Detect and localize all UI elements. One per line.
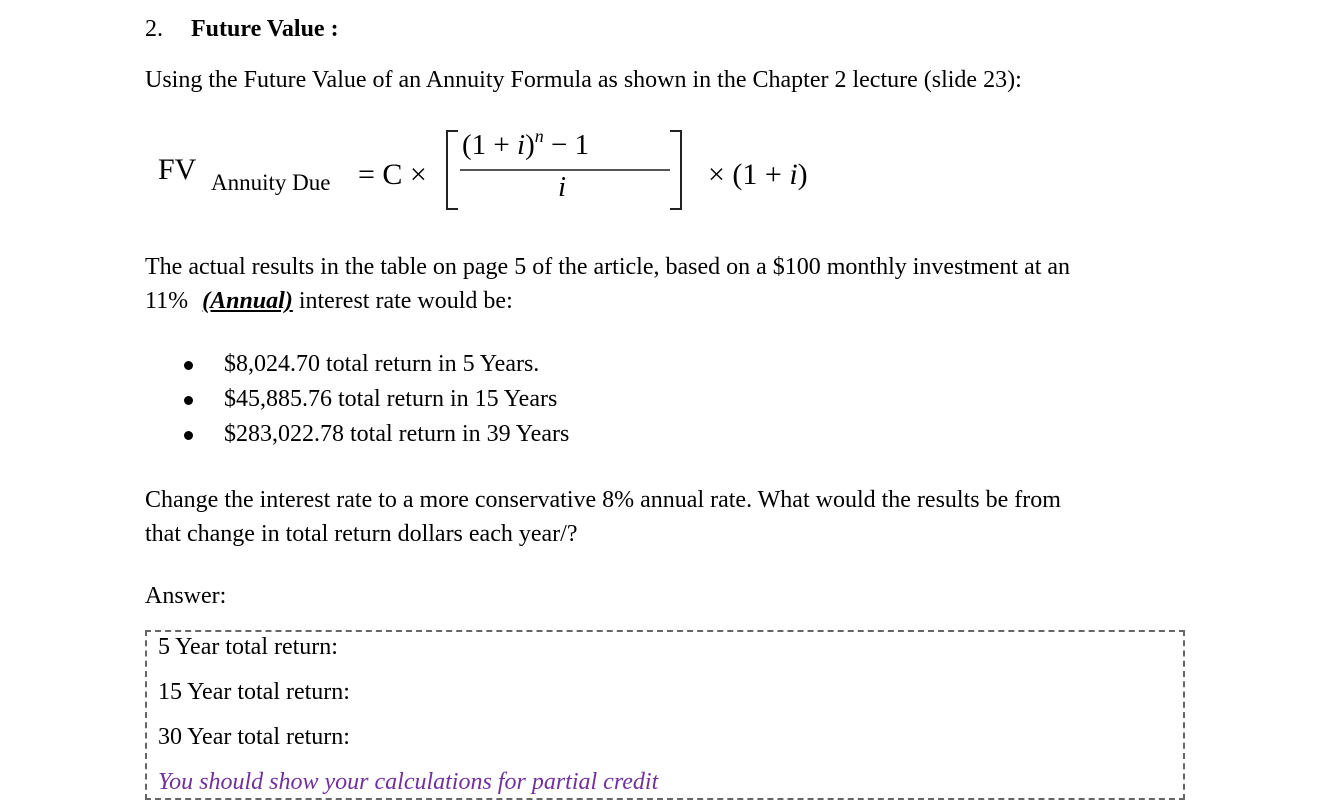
list-item-text: $8,024.70 total return in 5 Years.	[224, 351, 540, 377]
answer-30-year[interactable]: 30 Year total return:	[158, 724, 350, 750]
results-paragraph	[145, 250, 1070, 318]
rate-text: 11%	[145, 288, 189, 314]
formula-lhs: FV	[158, 153, 197, 186]
question-heading	[145, 16, 339, 43]
numerator-var: i	[517, 129, 526, 161]
answer-15-year[interactable]: 15 Year total return:	[158, 679, 350, 705]
annual-emphasis: (Annual)	[202, 288, 293, 314]
list-item	[178, 347, 569, 382]
formula-equals: = C ×	[358, 158, 427, 191]
numerator-exponent: n	[534, 126, 544, 146]
annuity-due-formula	[158, 128, 878, 218]
partial-credit-note: You should show your calculations for partial credit	[158, 769, 659, 795]
results-line-2	[145, 284, 1070, 318]
tail-var: i	[789, 158, 798, 191]
numerator-close: )	[525, 129, 535, 161]
bullet-icon	[184, 396, 193, 405]
bullet-icon	[184, 361, 193, 370]
results-line-1: The actual results in the table on page 5 of the article, based on a $100 monthly investment at an	[145, 254, 1071, 280]
denominator-var: i	[558, 171, 567, 203]
results-list	[178, 347, 569, 452]
formula-tail	[708, 158, 808, 192]
right-bracket	[670, 130, 682, 210]
list-item-text: $45,885.76 total return in 15 Years	[224, 386, 558, 412]
question-line-2: that change in total return dollars each year/?	[145, 521, 578, 547]
question-number: 2.	[145, 16, 163, 42]
numerator-base: (1 +	[462, 129, 518, 161]
question-line-1: Change the interest rate to a more conservative 8% annual rate. What would the results be from	[145, 487, 1061, 513]
rate-suffix: interest rate would be:	[292, 288, 513, 314]
answer-5-year[interactable]: 5 Year total return:	[158, 634, 338, 660]
question-title: Future Value :	[191, 16, 339, 42]
formula-subscript: Annuity Due	[211, 170, 331, 195]
list-item-text: $283,022.78 total return in 39 Years	[224, 421, 570, 447]
question-paragraph	[145, 483, 1061, 551]
tail-suffix: )	[797, 158, 808, 191]
bullet-icon	[184, 431, 193, 440]
list-item	[178, 382, 569, 417]
formula-denominator	[558, 171, 566, 204]
list-item	[178, 417, 569, 452]
answer-label: Answer:	[145, 583, 227, 609]
answer-box[interactable]	[145, 630, 1185, 800]
tail-prefix: × (1 +	[708, 158, 790, 191]
numerator-tail: − 1	[543, 129, 590, 161]
left-bracket	[446, 130, 458, 210]
intro-paragraph: Using the Future Value of an Annuity Formula as shown in the Chapter 2 lecture (slide 23):	[145, 67, 1022, 93]
formula-numerator	[462, 126, 589, 162]
